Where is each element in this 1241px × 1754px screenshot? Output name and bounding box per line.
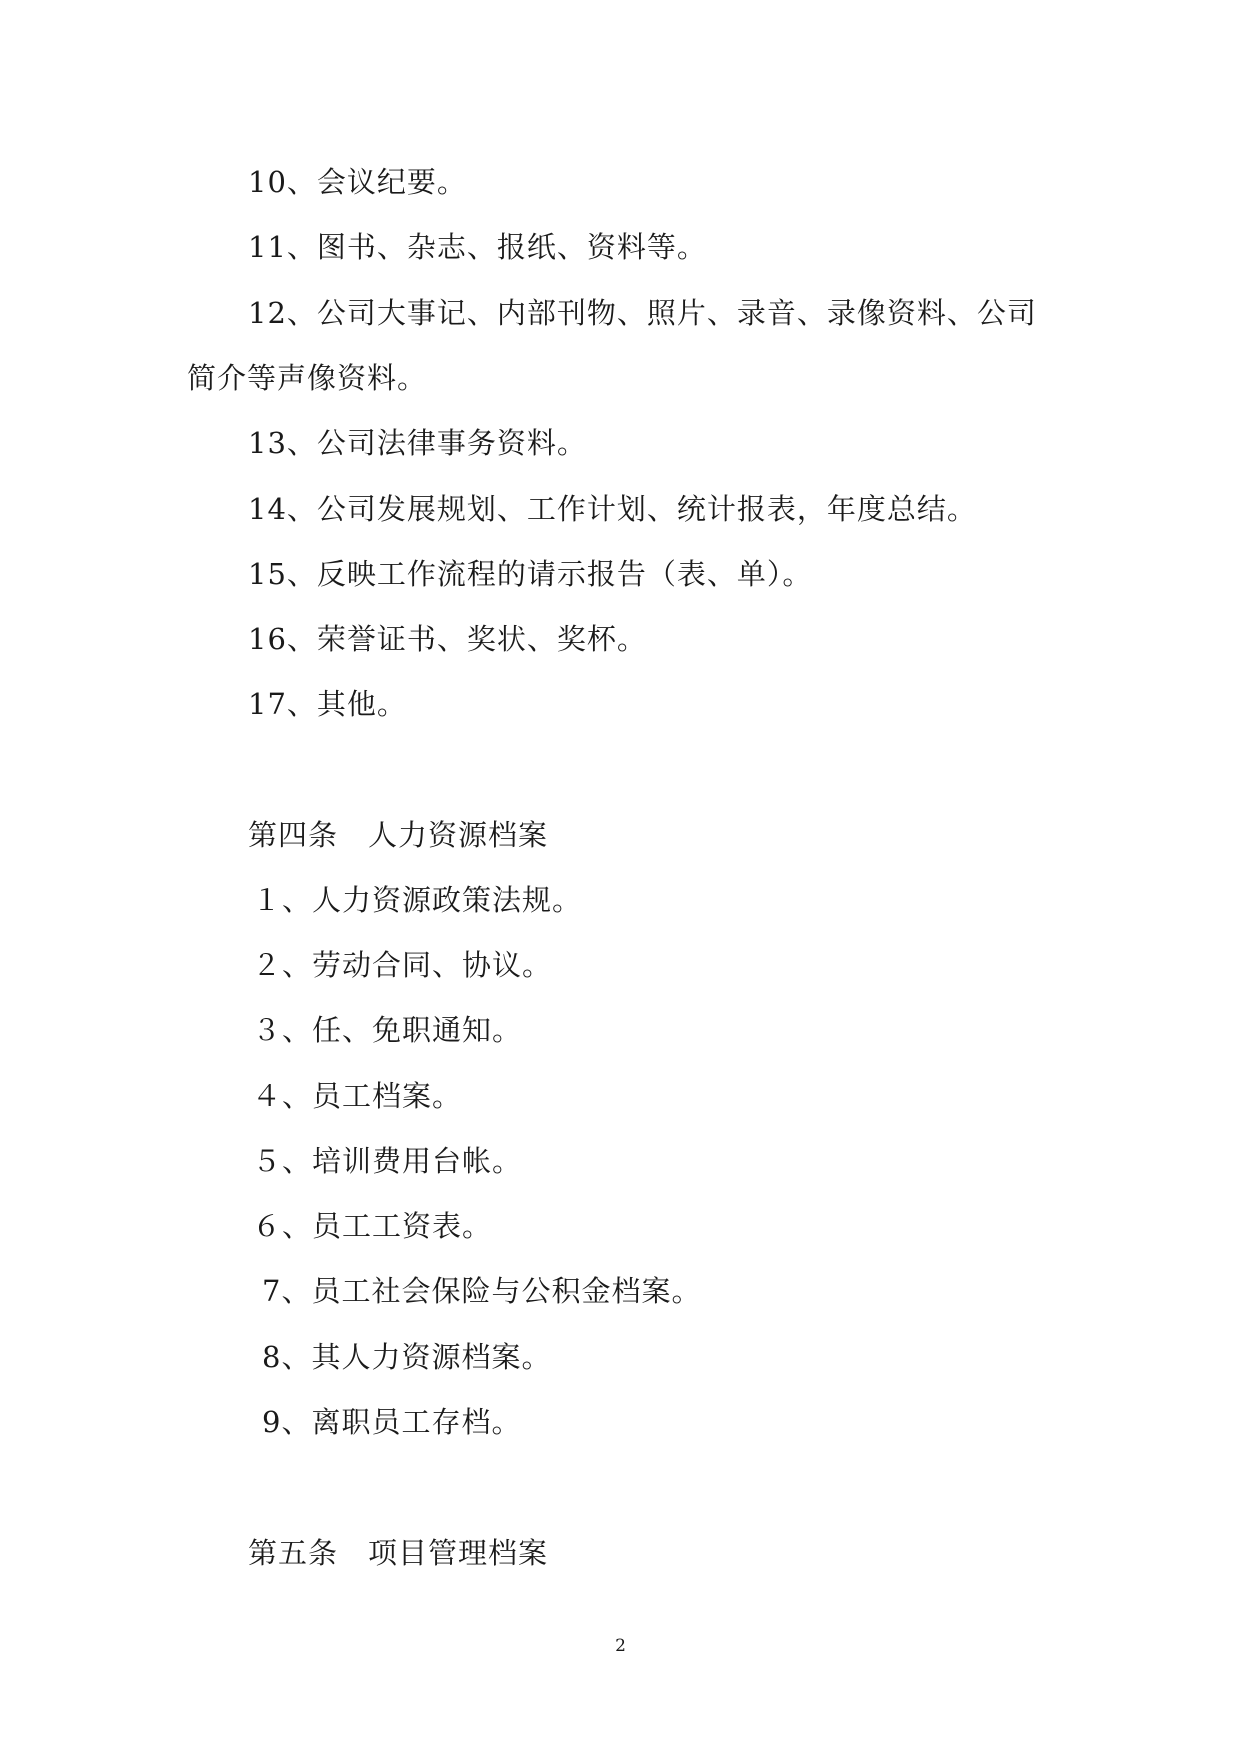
page-number: 2 — [615, 1636, 626, 1656]
list-item-15: 15、反映工作流程的请示报告（表、单）。 — [248, 557, 813, 591]
list-item-12: 12、公司大事记、内部刊物、照片、录音、录像资料、公司 — [248, 296, 1037, 330]
hr-list-item-6: ６、员工工资表。 — [252, 1209, 493, 1243]
section-heading-article-5: 第五条 项目管理档案 — [248, 1536, 549, 1570]
hr-list-item-5: ５、培训费用台帐。 — [252, 1144, 523, 1178]
hr-list-item-7: 7、员工社会保险与公积金档案。 — [262, 1274, 702, 1308]
list-item-10: 10、会议纪要。 — [248, 165, 467, 199]
list-item-16: 16、荣誉证书、奖状、奖杯。 — [248, 622, 647, 656]
list-item-11: 11、图书、杂志、报纸、资料等。 — [248, 230, 707, 264]
list-item-17: 17、其他。 — [248, 687, 407, 721]
list-item-13: 13、公司法律事务资料。 — [248, 426, 587, 460]
list-item-12-continued: 简介等声像资料。 — [187, 361, 428, 395]
list-item-14: 14、公司发展规划、工作计划、统计报表，年度总结。 — [248, 492, 977, 526]
hr-list-item-3: ３、任、免职通知。 — [252, 1013, 523, 1047]
section-heading-article-4: 第四条 人力资源档案 — [248, 818, 549, 852]
hr-list-item-1: １、人力资源政策法规。 — [252, 883, 583, 917]
hr-list-item-2: ２、劳动合同、协议。 — [252, 948, 553, 982]
hr-list-item-4: ４、员工档案。 — [252, 1079, 463, 1113]
hr-list-item-8: 8、其人力资源档案。 — [262, 1340, 552, 1374]
hr-list-item-9: 9、离职员工存档。 — [262, 1405, 522, 1439]
